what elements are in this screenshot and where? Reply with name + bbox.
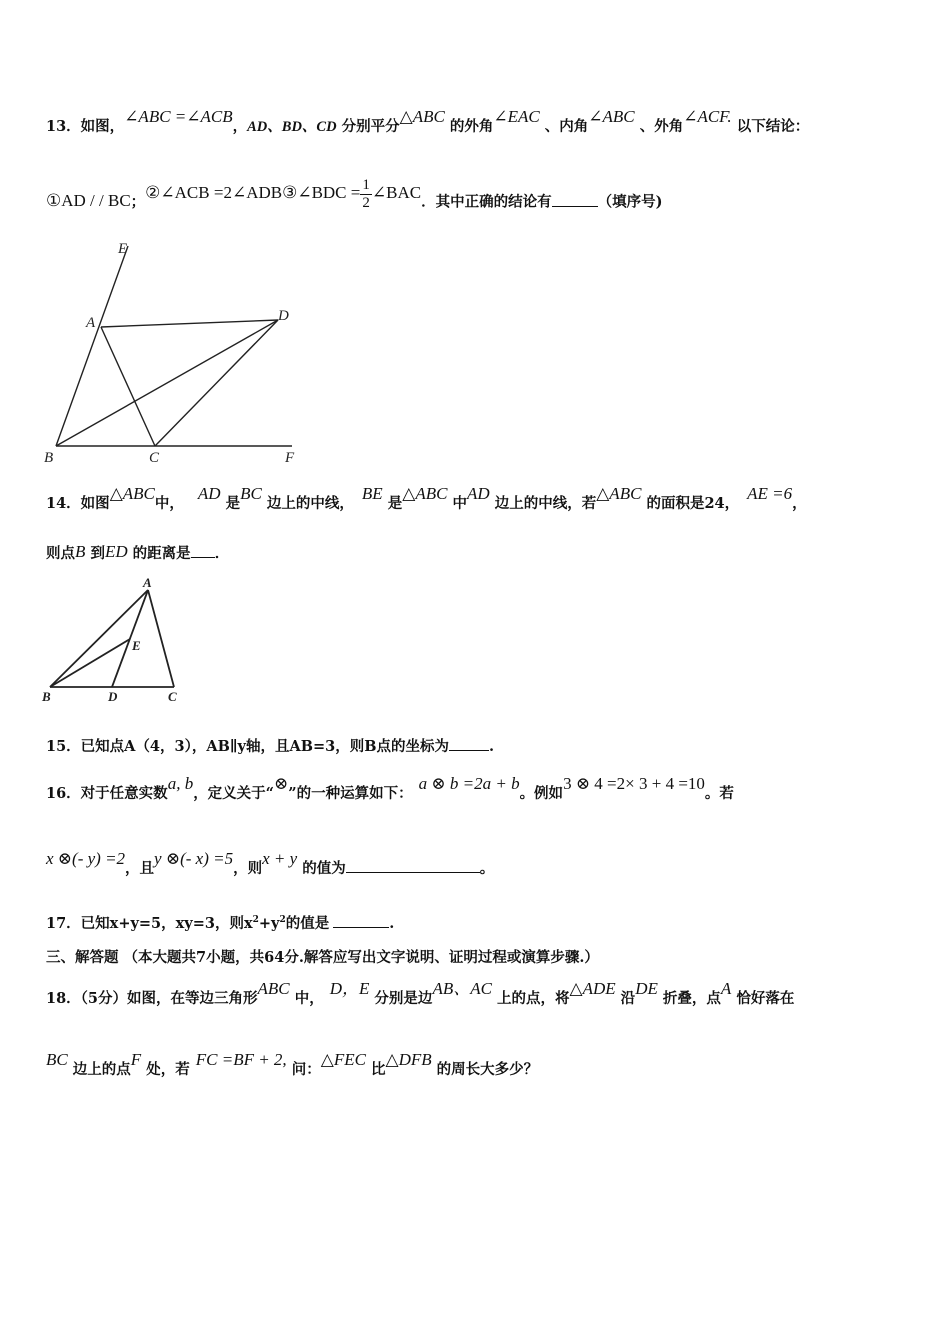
q14-text: 中，: [154, 495, 184, 512]
q14-point-b: B: [75, 542, 86, 561]
q13-conclusion-2: ②∠ACB =2∠ADB③∠BDC =: [145, 182, 361, 202]
q13-number: 13．如图，: [46, 118, 125, 135]
q13-angle-eac: ∠EAC: [493, 107, 540, 126]
q18-text: 上的点，将: [491, 990, 570, 1007]
q17-text: +y: [258, 915, 280, 932]
q14-text: 的距离是: [127, 545, 191, 562]
q13-text: 以下结论：: [731, 118, 810, 135]
answer-blank[interactable]: [449, 737, 489, 751]
q14-line1: [46, 484, 807, 513]
q14-text: ．: [214, 545, 230, 562]
q15-end: .: [488, 738, 495, 755]
q14-text: ，: [792, 495, 807, 512]
q14-triangle: △ABC: [109, 484, 155, 503]
label-a: A: [86, 315, 96, 331]
q18-fec: △FEC: [320, 1050, 366, 1069]
q13-angle-acf: ∠ACF.: [683, 107, 732, 126]
q18-abc: ABC: [257, 979, 290, 998]
q18-bc: BC: [46, 1050, 68, 1069]
q18-line1: [46, 979, 795, 1008]
q18-point-f: F: [130, 1050, 142, 1069]
q14-text: 是: [220, 495, 241, 512]
q16-ab: a, b: [167, 774, 194, 793]
line-ac: [101, 327, 155, 446]
label-d: D: [108, 689, 118, 704]
fraction-denominator: 2: [362, 195, 370, 211]
label-c: C: [149, 450, 160, 466]
q16-line2: [46, 849, 495, 878]
q16-operator: ⊗: [274, 774, 289, 793]
line-be: [56, 246, 128, 446]
line-ad: [112, 590, 148, 687]
q18-line2: [46, 1050, 539, 1079]
q18-text: 边上的点: [67, 1061, 131, 1078]
q18-number: 18．（5分）如图，在等边三角形: [46, 990, 258, 1007]
label-e: E: [132, 638, 141, 653]
q18-de: D，E: [329, 979, 370, 998]
q14-number: 14．如图: [46, 495, 110, 512]
q16-text: ，定义关于“: [193, 785, 275, 802]
q16-definition: a ⊗ b =2a + b: [418, 774, 520, 793]
q13-conclusion-1: ①AD / / BC: [46, 190, 131, 210]
q14-text: 边上的中线，若: [489, 495, 597, 512]
q18-text: 折叠，点: [657, 990, 721, 1007]
q14-text: 则点: [46, 545, 75, 562]
q18-ade: △ADE: [569, 979, 616, 998]
q16-line1: [46, 774, 734, 803]
q14-bc: BC: [240, 484, 262, 503]
q13-text: 、外角: [634, 118, 684, 135]
q13-text: 、内角: [539, 118, 589, 135]
q13-bisectors: AD、BD、CD: [247, 119, 337, 135]
q17-superscript: 2: [252, 915, 259, 926]
q14-line2: [46, 542, 229, 563]
q16-equation-2: y ⊗(- x) =5: [154, 849, 234, 868]
q13-text: 分别平分: [336, 118, 400, 135]
line-ac: [148, 590, 174, 687]
q14-ad: AD: [467, 484, 490, 503]
q15-text: 15．已知点A（4，3），AB∥y轴，且AB=3，则B点的坐标为: [46, 738, 449, 755]
q13-line1: [46, 107, 810, 136]
q13-angle-bac: ∠BAC: [371, 182, 422, 202]
q16-equation-1: x ⊗(- y) =2: [46, 849, 126, 868]
q14-be: BE: [361, 484, 383, 503]
q17-text: 的值是: [285, 915, 330, 932]
q13-figure: [40, 236, 310, 472]
label-e: E: [118, 241, 128, 257]
q16-sum: x + y: [262, 849, 298, 868]
label-d: D: [278, 308, 289, 324]
q18-dfb: △DFB: [385, 1050, 432, 1069]
line-bd: [56, 320, 278, 446]
answer-blank[interactable]: [346, 859, 480, 873]
q16-text: ”的一种运算如下：: [288, 785, 413, 802]
q16-end: 。: [479, 860, 495, 877]
label-c: C: [168, 689, 177, 704]
line-cd: [155, 320, 278, 446]
q18-de: DE: [635, 979, 658, 998]
q18-text: 恰好落在: [731, 990, 795, 1007]
q14-text: 边上的中线，: [261, 495, 354, 512]
q14-ae: AE =6: [747, 484, 793, 503]
q16-text: 的值为: [297, 860, 346, 877]
q13-text: 的外角: [444, 118, 494, 135]
q18-text: 沿: [615, 990, 636, 1007]
answer-blank[interactable]: [191, 544, 215, 558]
q18-text: 中，: [289, 990, 324, 1007]
q14-text: 到: [85, 545, 105, 562]
q18-text: 分别是边: [369, 990, 433, 1007]
q14-text: 中: [447, 495, 467, 512]
q14-ed: ED: [104, 542, 128, 561]
q13-line2: [46, 177, 663, 220]
label-b: B: [42, 689, 51, 704]
q17-end: .: [389, 915, 395, 932]
q14-triangle: △ABC: [596, 484, 642, 503]
q18-text: 比: [365, 1061, 386, 1078]
q16-number: 16．对于任意实数: [46, 785, 168, 802]
section-heading: 三、解答题 （本大题共7小题，共64分.解答应写出文字说明、证明过程或演算步骤.）: [46, 949, 599, 966]
q14-triangle: △ABC: [402, 484, 448, 503]
answer-blank[interactable]: [552, 193, 598, 207]
q18-text: 的周长大多少？: [431, 1061, 539, 1078]
q14-text: 是: [382, 495, 403, 512]
q18-text: 问：: [286, 1061, 321, 1078]
q14-text: 的面积是24，: [641, 495, 740, 512]
q18-text: 处，若: [141, 1061, 190, 1078]
q15-line: [46, 735, 494, 756]
q13-text: ，: [232, 118, 248, 135]
q13-fraction: [360, 177, 372, 212]
q16-text: ，且: [125, 860, 155, 877]
q16-example: 3 ⊗ 4 =2× 3 + 4 =10: [563, 774, 705, 793]
label-f: F: [285, 450, 295, 466]
q13-text: （填序号): [597, 193, 663, 211]
q17-text: 17．已知x+y=5，xy=3，则x: [46, 915, 253, 932]
q17-line: [46, 912, 394, 933]
q17-superscript: 2: [279, 915, 286, 926]
line-ad: [101, 320, 278, 327]
q13-text: ；: [130, 193, 146, 211]
q14-figure: [40, 574, 190, 706]
q16-text: 。若: [704, 785, 734, 802]
label-a: A: [143, 575, 152, 590]
q13-triangle: △ABC: [399, 107, 445, 126]
label-b: B: [44, 450, 54, 466]
q16-text: ，则: [233, 860, 263, 877]
fraction-numerator: 1: [362, 177, 370, 193]
q18-condition: FC =BF + 2,: [195, 1050, 287, 1069]
q13-angle-abc: ∠ABC: [588, 107, 635, 126]
q18-point-a: A: [720, 979, 732, 998]
q18-abac: AB、AC: [432, 979, 492, 998]
q13-condition: ∠ABC =∠ACB: [124, 107, 233, 126]
answer-blank[interactable]: [333, 914, 389, 928]
q14-ad: AD: [197, 484, 221, 503]
q16-text: 。例如: [519, 785, 564, 802]
q13-text: ．其中正确的结论有: [421, 193, 552, 211]
